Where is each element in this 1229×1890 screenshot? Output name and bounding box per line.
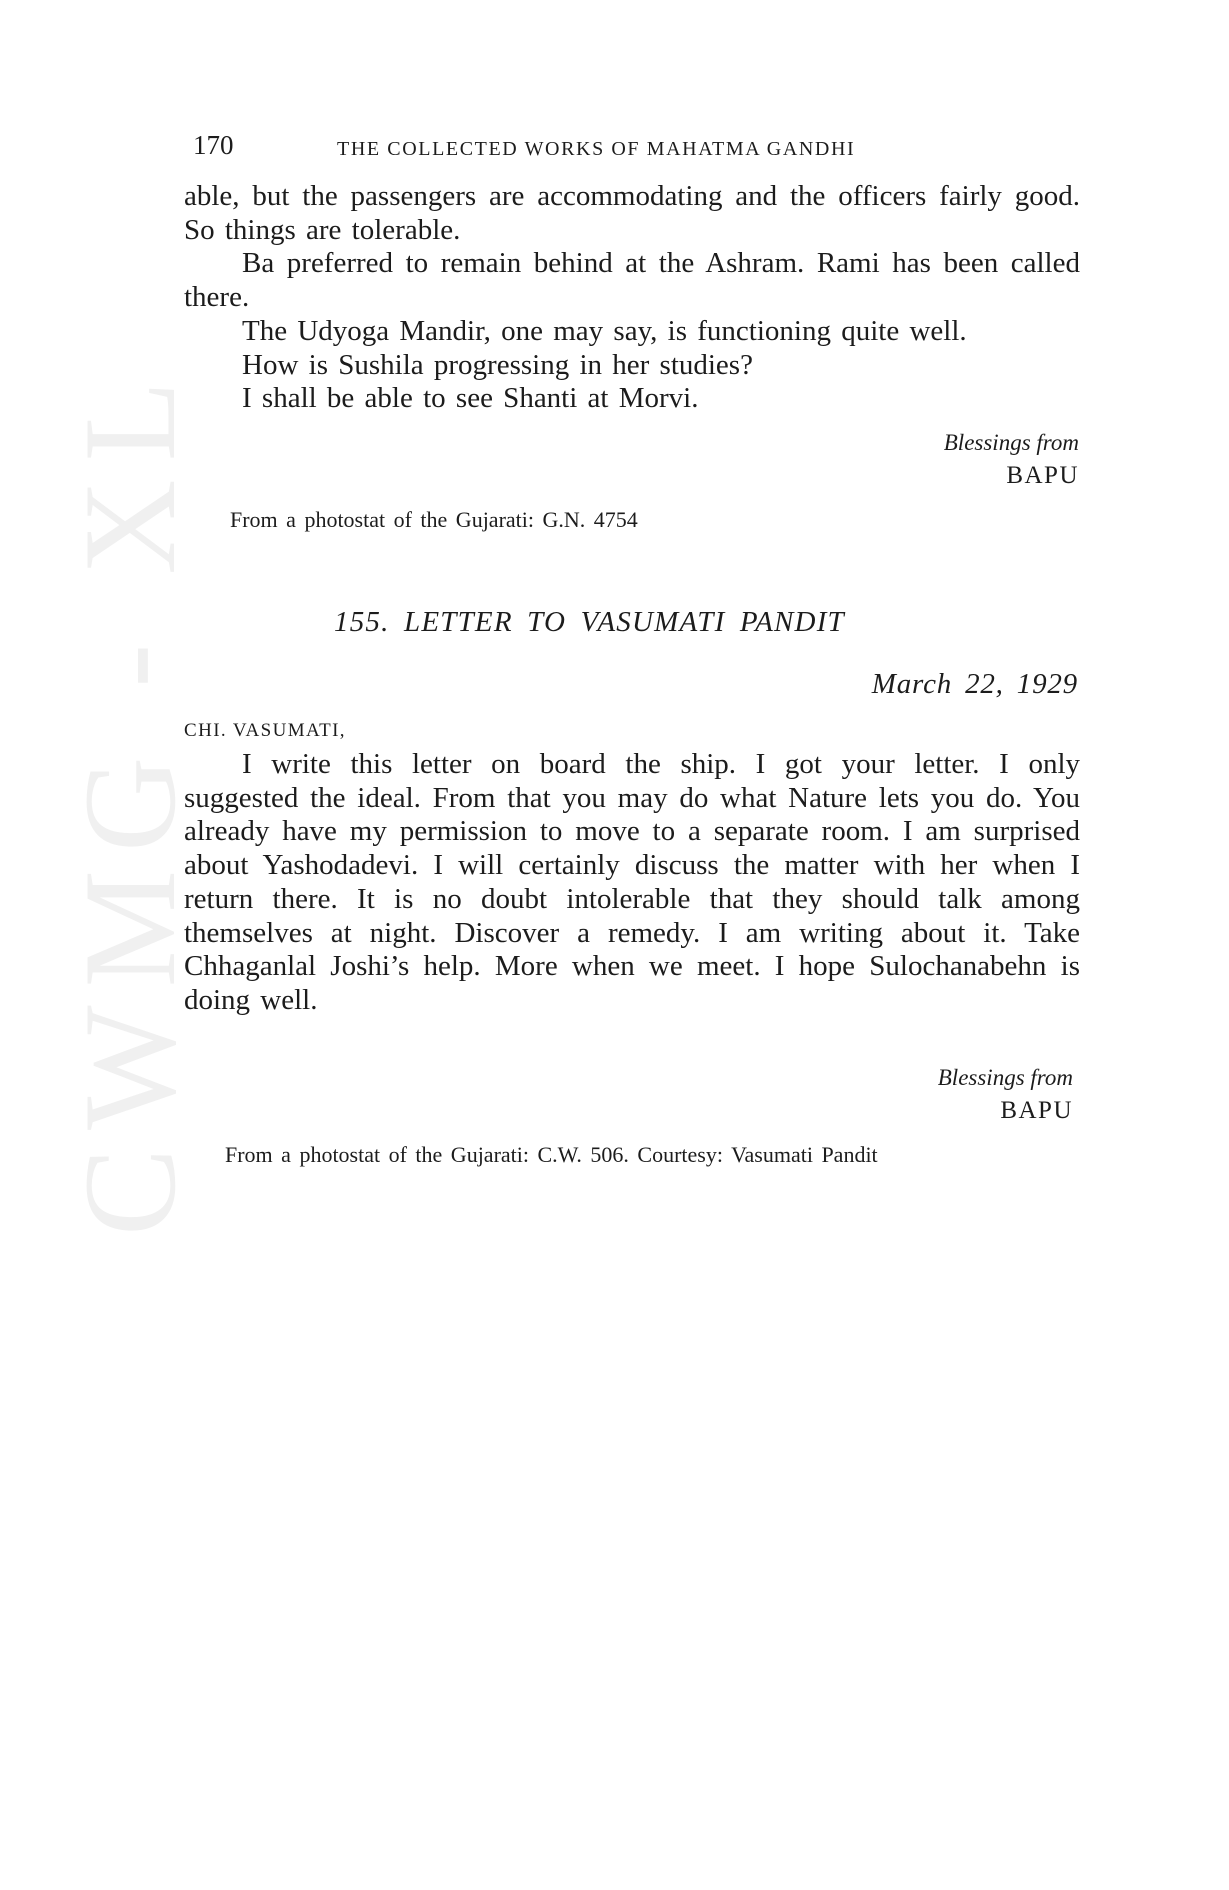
signature: BAPU <box>1000 1097 1073 1124</box>
paragraph: I write this letter on board the ship. I got your letter. I only suggested the ideal. From that you may do what Nature lets you do. You already have my permission to move to a separate room. I am surprised about Yashodadevi. I will certainly discuss the matter with her when I return there. It is no doubt intolerable that they should talk among themselves at night. Discover a remedy. I am writing about it. Take Chhaganlal Joshi’s help. More when we meet. I hope Sulochanabehn is doing well. <box>184 748 1080 1016</box>
salutation: CHI. VASUMATI, <box>184 720 346 741</box>
paragraph: Ba preferred to remain behind at the Ashram. Rami has been called there. <box>184 247 1080 314</box>
paragraph: I shall be able to see Shanti at Morvi. <box>242 382 699 415</box>
page-number: 170 <box>193 130 234 160</box>
letter-signoff <box>938 1062 1073 1128</box>
cwmg-watermark: CWMG - XL <box>56 362 203 1236</box>
paragraph: How is Sushila progressing in her studies? <box>242 348 753 381</box>
paragraph: The Udyoga Mandir, one may say, is functioning quite well. <box>242 314 967 347</box>
source-note: From a photostat of the Gujarati: C.W. 506. Courtesy: Vasumati Pandit <box>225 1142 878 1167</box>
signature: BAPU <box>1006 462 1079 489</box>
paragraph: able, but the passengers are accommodating and the officers fairly good. So things are tolerable. <box>184 180 1080 246</box>
letter-date: March 22, 1929 <box>871 668 1078 700</box>
source-note: From a photostat of the Gujarati: G.N. 4754 <box>230 507 638 532</box>
letter-heading: 155. LETTER TO VASUMATI PANDIT <box>334 606 845 638</box>
closing-line: Blessings from <box>937 1065 1073 1090</box>
running-title: THE COLLECTED WORKS OF MAHATMA GANDHI <box>337 138 856 160</box>
previous-letter-body <box>184 180 1080 416</box>
letter-body <box>184 748 1080 1018</box>
closing-line: Blessings from <box>943 430 1079 455</box>
previous-letter-signoff <box>944 427 1079 493</box>
